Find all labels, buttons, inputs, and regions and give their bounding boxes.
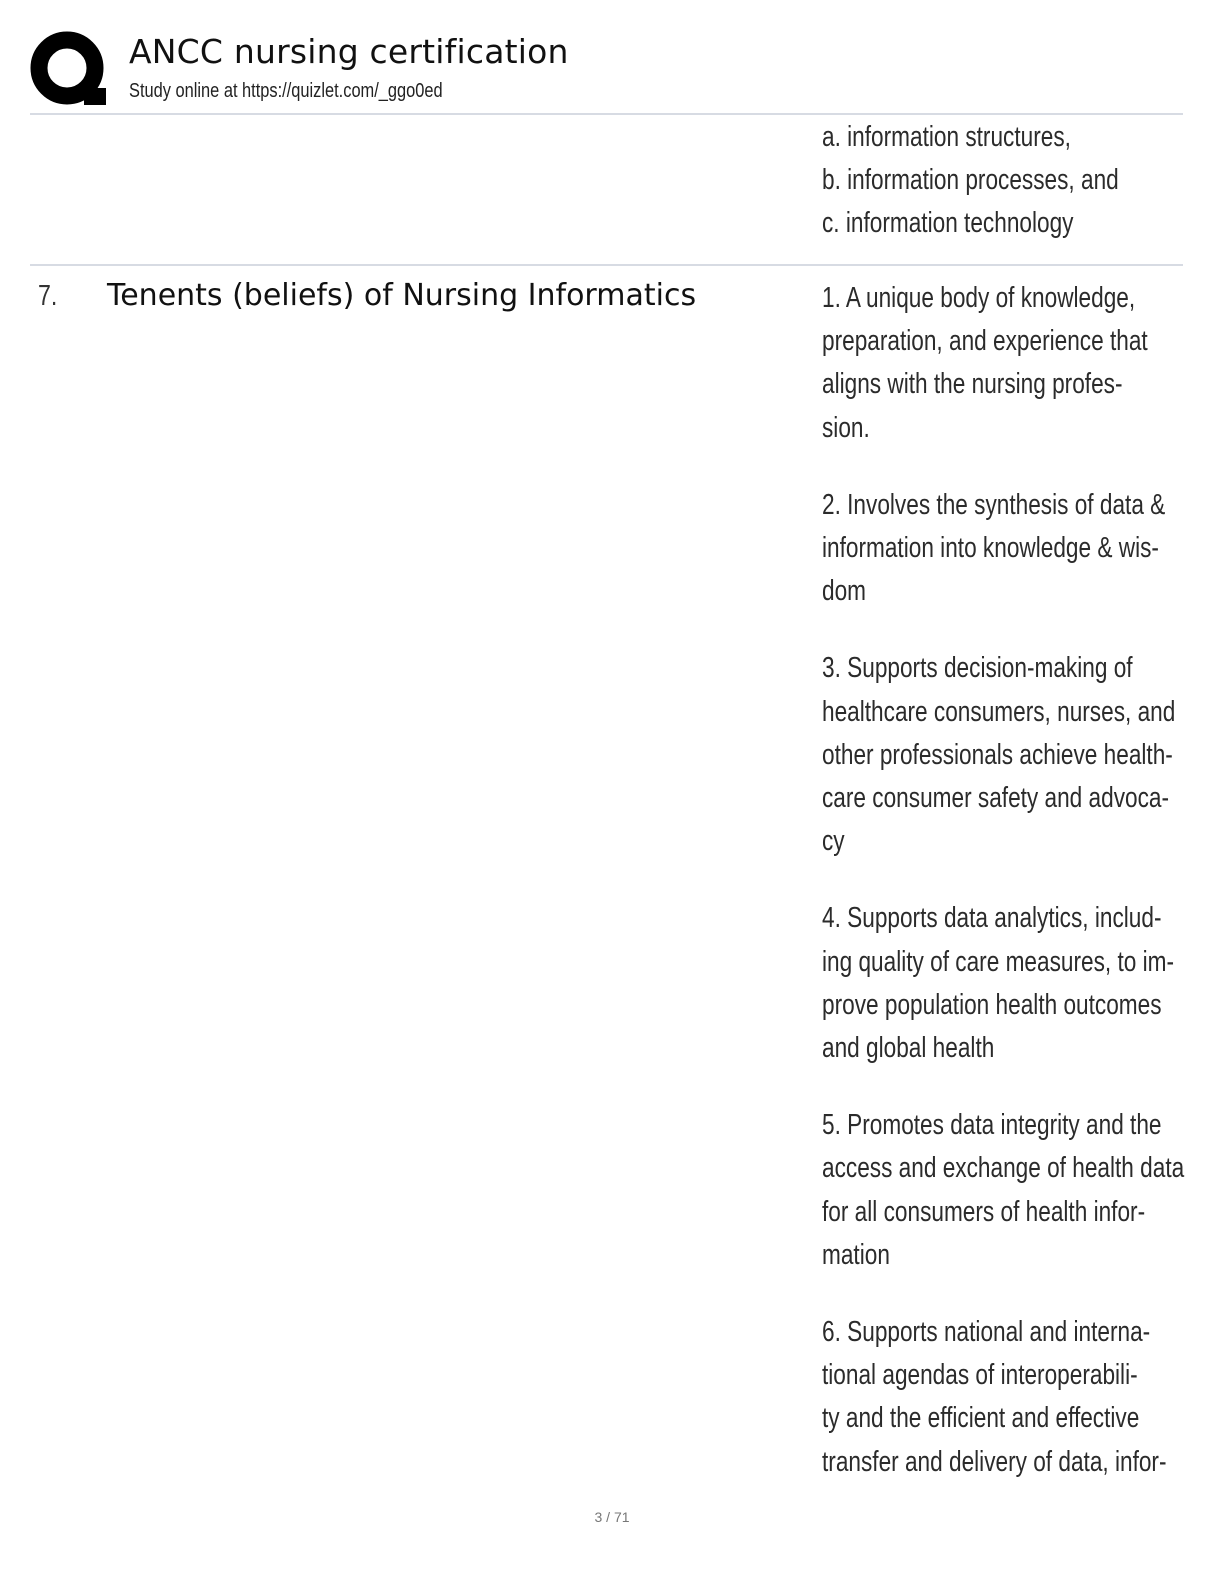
answer-line: 6. Supports national and interna-: [822, 1316, 1151, 1349]
answer-line: 3. Supports decision-making of: [822, 652, 1133, 685]
answer-line: aligns with the nursing profes-: [822, 368, 1123, 401]
answer-line: tional agendas of interoperabili-: [822, 1359, 1138, 1392]
answer-line: 2. Involves the synthesis of data &: [822, 488, 1166, 521]
answer-line: preparation, and experience that: [822, 325, 1148, 358]
answer-line: 5. Promotes data integrity and the: [822, 1109, 1162, 1142]
card-divider: [30, 264, 1183, 266]
card-term: Tenents (beliefs) of Nursing Informatics: [107, 278, 697, 313]
answer-line: prove population health outcomes: [822, 988, 1162, 1021]
answer-line: mation: [822, 1238, 890, 1271]
answer-line: for all consumers of health infor-: [822, 1195, 1146, 1228]
answer-line: 4. Supports data analytics, includ-: [822, 902, 1162, 935]
answer-line: information into knowledge & wis-: [822, 532, 1159, 565]
page-indicator: 3 / 71: [594, 1509, 630, 1525]
answer-line: cy: [822, 825, 845, 858]
answer-paragraph: [822, 277, 1184, 450]
quizlet-q-logo-icon: [30, 30, 110, 110]
answer-line: access and exchange of health data: [822, 1152, 1185, 1185]
header-divider: [30, 113, 1183, 115]
answer-line: transfer and delivery of data, infor-: [822, 1445, 1167, 1478]
answer-line: care consumer safety and advoca-: [822, 782, 1170, 815]
answer-line: healthcare consumers, nurses, and: [822, 695, 1176, 728]
answer-line: other professionals achieve health-: [822, 738, 1173, 771]
answer-line: 1. A unique body of knowledge,: [822, 282, 1136, 314]
answer-line: dom: [822, 575, 867, 608]
answer-line: c. information technology: [822, 207, 1074, 240]
card-answer: [822, 277, 1184, 1518]
answer-paragraph: [822, 1104, 1184, 1277]
answer-paragraph: [822, 897, 1184, 1070]
answer-line: ing quality of care measures, to im-: [822, 945, 1175, 978]
document-title: ANCC nursing certification: [129, 32, 569, 71]
page-header: [30, 30, 1184, 114]
answer-paragraph: [822, 1311, 1184, 1484]
answer-paragraph: [822, 647, 1184, 863]
card-number: 7.: [38, 280, 58, 312]
continued-answer: [822, 116, 1119, 246]
answer-line: ty and the efficient and effective: [822, 1402, 1140, 1435]
answer-line: and global health: [822, 1032, 995, 1065]
answer-paragraph: [822, 484, 1184, 614]
answer-line: a. information structures,: [822, 121, 1071, 153]
study-online-link[interactable]: Study online at https://quizlet.com/_ggo0ed: [129, 80, 443, 102]
answer-line: sion.: [822, 411, 870, 444]
answer-line: b. information processes, and: [822, 164, 1119, 197]
